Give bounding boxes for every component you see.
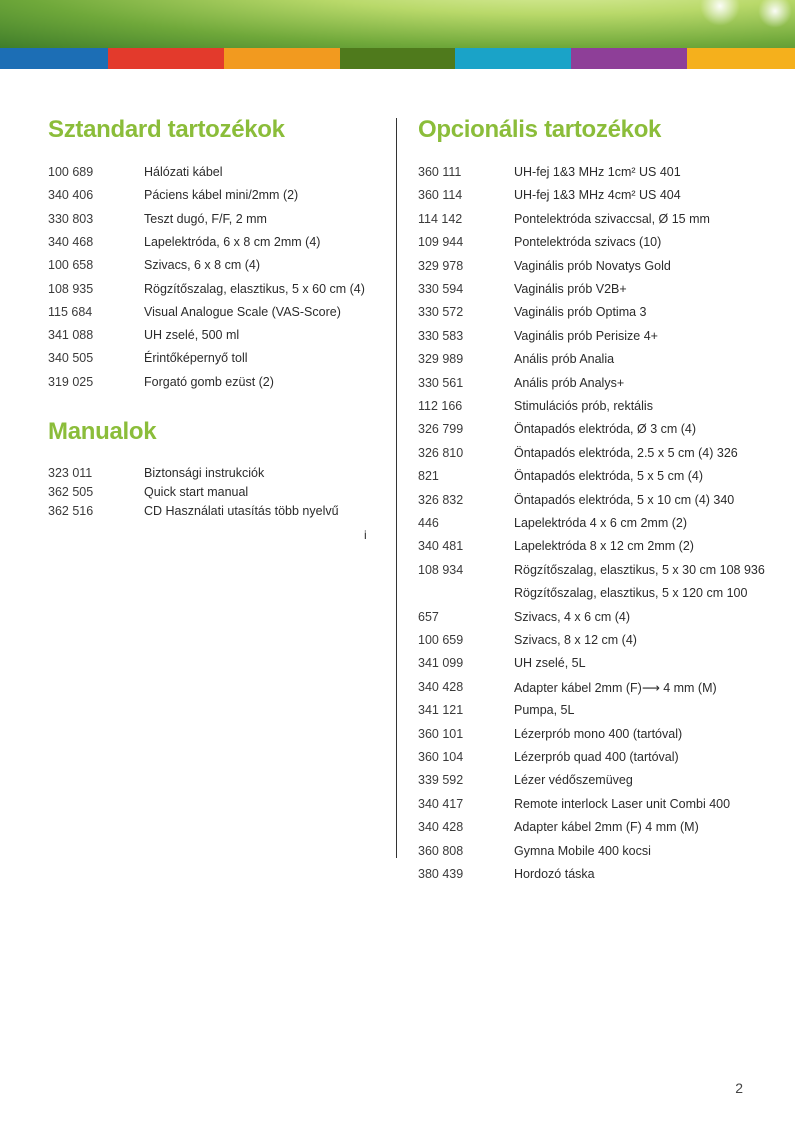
item-code: 340 505 xyxy=(48,351,94,366)
item-code: 323 011 xyxy=(48,466,93,480)
item-code: 360 104 xyxy=(418,750,464,764)
color-stripe-bar xyxy=(0,48,795,69)
item-description: Szivacs, 8 x 12 cm (4) xyxy=(514,633,637,647)
manuals-title: Manualok xyxy=(48,418,157,445)
item-code: 360 808 xyxy=(418,843,464,858)
item-description: Öntapadós elektróda, Ø 3 cm (4) xyxy=(514,422,697,437)
item-description: Hordozó táska xyxy=(514,867,595,881)
item-description: Gymna Mobile 400 kocsi xyxy=(514,843,651,858)
item-description: Lapelektróda 8 x 12 cm 2mm (2) xyxy=(514,539,694,554)
item-description: Remote interlock Laser unit Combi 400 xyxy=(514,796,731,811)
item-code: 340 481 xyxy=(418,539,464,554)
item-code: 330 583 xyxy=(418,328,464,343)
optional-accessories-title: Opcionális tartozékok xyxy=(418,116,662,143)
item-code: 326 799 xyxy=(418,422,464,437)
item-code: 362 505 xyxy=(48,485,94,499)
item-code: 341 099 xyxy=(418,656,464,671)
item-code: 821 xyxy=(418,469,439,484)
item-code: 100 658 xyxy=(48,258,94,273)
item-code: 108 935 xyxy=(48,281,94,296)
item-code: 330 803 xyxy=(48,211,94,226)
item-description: Anális prób Analys+ xyxy=(514,375,625,390)
item-code: 329 989 xyxy=(418,352,464,367)
item-code: 108 934 xyxy=(418,562,464,577)
header-banner xyxy=(0,0,795,48)
item-description: Öntapadós elektróda, 2.5 x 5 cm (4) 326 xyxy=(514,445,738,460)
item-code: 115 684 xyxy=(48,304,93,319)
stripe-orange xyxy=(224,48,340,69)
item-description: Anális prób Analia xyxy=(514,352,615,367)
stray-character: i xyxy=(364,528,367,542)
item-description: Pontelektróda szivacs (10) xyxy=(514,235,662,250)
glow-decoration xyxy=(758,0,792,28)
item-description: Rögzítőszalag, elasztikus, 5 x 30 cm 108 936 xyxy=(514,562,765,577)
item-code: 360 114 xyxy=(418,188,463,203)
item-description: Quick start manual xyxy=(144,485,249,499)
item-description: UH-fej 1&3 MHz 1cm² US 401 xyxy=(514,165,681,179)
stripe-cyan xyxy=(455,48,571,69)
item-code: 340 406 xyxy=(48,188,94,203)
standard-accessories-title: Sztandard tartozékok xyxy=(48,116,285,143)
item-description: UH-fej 1&3 MHz 4cm² US 404 xyxy=(514,188,681,203)
item-code: 362 516 xyxy=(48,504,94,518)
item-code: 329 978 xyxy=(418,258,464,273)
item-code: 340 428 xyxy=(418,820,464,835)
item-description: Adapter kábel 2mm (F)⟶ 4 mm (M) xyxy=(514,680,717,695)
item-code: 339 592 xyxy=(418,773,464,788)
item-description: Forgató gomb ezüst (2) xyxy=(144,374,274,389)
item-code: 340 428 xyxy=(418,679,464,694)
item-code: 326 810 xyxy=(418,445,464,460)
item-description: Szivacs, 4 x 6 cm (4) xyxy=(514,609,630,624)
item-code: 341 088 xyxy=(48,328,94,343)
stripe-green xyxy=(340,48,455,69)
item-code: 319 025 xyxy=(48,374,94,389)
item-code: 360 111 xyxy=(418,165,462,179)
item-code: 109 944 xyxy=(418,235,464,250)
item-code: 446 xyxy=(418,516,439,530)
item-description: Vaginális prób V2B+ xyxy=(514,282,627,296)
item-code: 360 101 xyxy=(418,726,464,741)
item-code: 330 561 xyxy=(418,375,464,390)
item-description: Stimulációs prób, rektális xyxy=(514,399,653,413)
item-description: Visual Analogue Scale (VAS-Score) xyxy=(144,304,341,319)
page-number: 2 xyxy=(735,1080,743,1096)
item-description: Adapter kábel 2mm (F) 4 mm (M) xyxy=(514,820,699,835)
item-description: Teszt dugó, F/F, 2 mm xyxy=(144,211,267,226)
stripe-red xyxy=(108,48,224,69)
item-description: Vaginális prób Novatys Gold xyxy=(514,258,671,273)
item-description: Vaginális prób Perisize 4+ xyxy=(514,328,658,343)
item-description: Páciens kábel mini/2mm (2) xyxy=(144,188,299,203)
item-code: 326 832 xyxy=(418,492,464,507)
item-description: Lézer védőszemüveg xyxy=(514,773,633,788)
item-code: 100 689 xyxy=(48,165,94,179)
item-description: Vaginális prób Optima 3 xyxy=(514,305,647,320)
stripe-yellow xyxy=(687,48,795,69)
item-code: 340 417 xyxy=(418,796,464,811)
item-description: Öntapadós elektróda, 5 x 10 cm (4) 340 xyxy=(514,492,735,507)
item-code: 380 439 xyxy=(418,867,464,881)
item-code: 330 572 xyxy=(418,305,464,320)
item-code: 112 166 xyxy=(418,399,463,413)
item-code: 114 142 xyxy=(418,211,463,226)
column-divider xyxy=(396,118,397,858)
stripe-purple xyxy=(571,48,687,69)
item-code: 330 594 xyxy=(418,282,464,296)
item-description: Lézerprób quad 400 (tartóval) xyxy=(514,750,679,764)
item-description: Rögzítőszalag, elasztikus, 5 x 60 cm (4) xyxy=(144,281,365,296)
item-description: UH zselé, 5L xyxy=(514,656,586,671)
item-code: 100 659 xyxy=(418,633,464,647)
item-description: Biztonsági instrukciók xyxy=(144,466,265,480)
item-description: Öntapadós elektróda, 5 x 5 cm (4) xyxy=(514,469,703,484)
item-code: 340 468 xyxy=(48,234,94,249)
item-description: Pontelektróda szivaccsal, Ø 15 mm xyxy=(514,211,710,226)
item-description: Lapelektróda 4 x 6 cm 2mm (2) xyxy=(514,516,687,530)
item-code: 657 xyxy=(418,609,439,624)
item-description: Érintőképernyő toll xyxy=(144,351,248,366)
item-description: Hálózati kábel xyxy=(144,165,223,179)
item-description: Lézerprób mono 400 (tartóval) xyxy=(514,726,683,741)
item-description: CD Használati utasítás több nyelvű xyxy=(144,504,339,518)
item-description: UH zselé, 500 ml xyxy=(144,328,240,343)
glow-decoration xyxy=(700,0,740,26)
item-description: Pumpa, 5L xyxy=(514,703,575,718)
item-description: Szivacs, 6 x 8 cm (4) xyxy=(144,258,260,273)
stripe-blue xyxy=(0,48,108,69)
item-code: 341 121 xyxy=(418,703,464,718)
item-description: Rögzítőszalag, elasztikus, 5 x 120 cm 100 xyxy=(514,586,748,601)
item-description: Lapelektróda, 6 x 8 cm 2mm (4) xyxy=(144,234,321,249)
